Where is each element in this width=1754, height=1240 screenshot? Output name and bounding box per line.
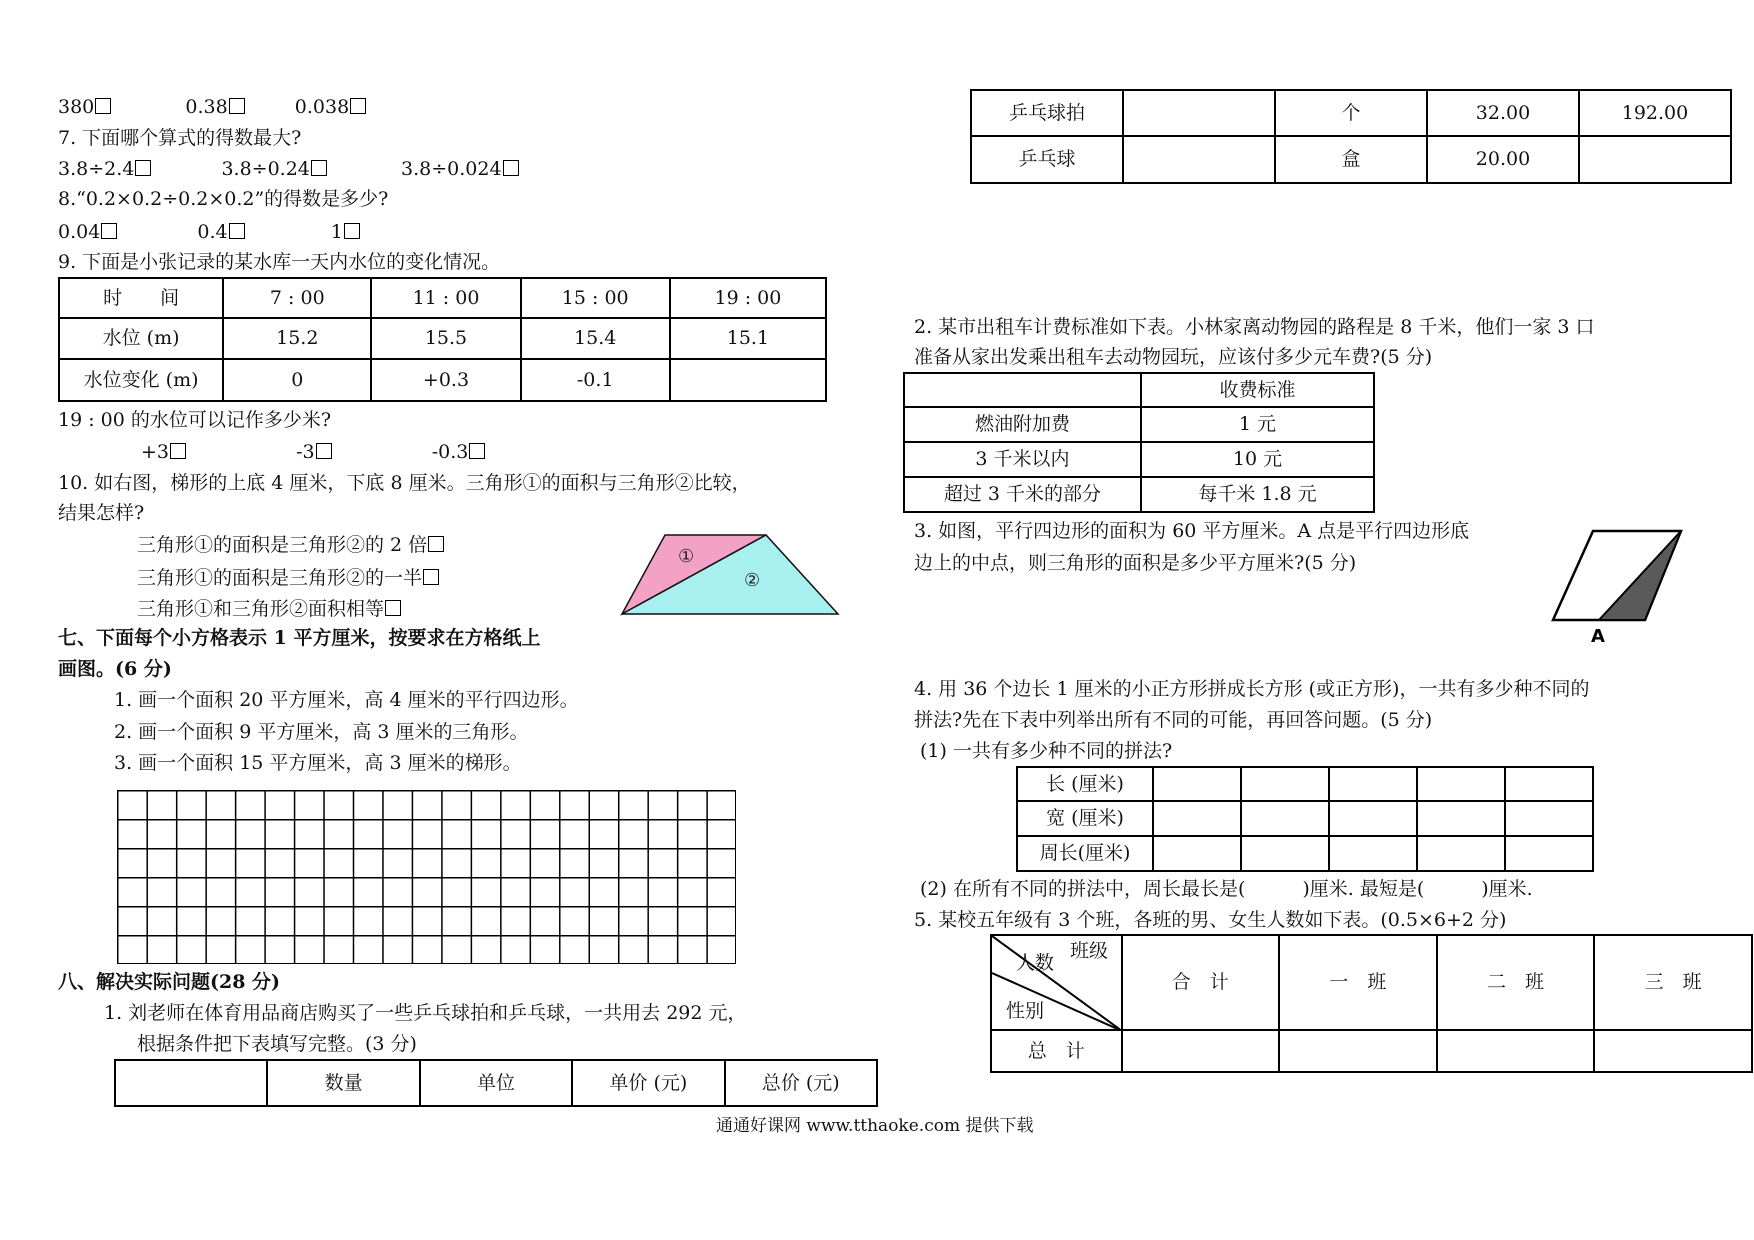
table-cell: 11 : 00: [371, 278, 520, 318]
table-cell: 192.00: [1579, 90, 1731, 136]
answer-cell[interactable]: [1579, 136, 1731, 183]
diag-label-gender: 性别: [1006, 1000, 1045, 1022]
table-cell: 15.5: [371, 318, 520, 359]
table-cell: 三 班: [1594, 935, 1752, 1030]
table-cell: 每千米 1.8 元: [1141, 477, 1374, 512]
p1-header-table: [114, 1059, 878, 1107]
diag-label-count: 人数: [1016, 952, 1055, 974]
point-a-label: A: [1591, 626, 1605, 646]
grid-paper[interactable]: [117, 790, 736, 964]
answer-cell[interactable]: [1505, 767, 1593, 801]
q9-question: 19 : 00 的水位可以记作多少米?: [58, 409, 332, 431]
answer-cell[interactable]: [1241, 801, 1329, 836]
p2-line2: 准备从家出发乘出租车去动物园玩，应该付多少元车费?(5 分): [914, 346, 1433, 368]
q10-option-3: 三角形①和三角形②面积相等: [137, 600, 401, 619]
answer-checkbox[interactable]: [101, 223, 117, 239]
sec7-item: 2. 画一个面积 9 平方厘米，高 3 厘米的三角形。: [114, 721, 529, 743]
rectangle-table: [1016, 766, 1594, 872]
p1-line2: 根据条件把下表填写完整。(3 分): [137, 1033, 417, 1055]
answer-checkbox[interactable]: [428, 536, 444, 552]
answer-cell[interactable]: [1153, 767, 1241, 801]
answer-cell[interactable]: [1241, 836, 1329, 871]
q10-option-1: 三角形①的面积是三角形②的 2 倍: [137, 536, 444, 555]
q10-line1: 10. 如右图，梯形的上底 4 厘米，下底 8 厘米。三角形①的面积与三角形②比较，: [58, 472, 751, 494]
diagonal-header-cell: [991, 935, 1122, 1030]
option-text: 0.38: [185, 96, 228, 118]
answer-cell[interactable]: [1417, 767, 1505, 801]
answer-checkbox[interactable]: [344, 223, 360, 239]
p4-sub1: (1) 一共有多少种不同的拼法?: [920, 740, 1173, 762]
q10-line2: 结果怎样?: [58, 502, 145, 524]
p4-line1: 4. 用 36 个边长 1 厘米的小正方形拼成长方形 (或正方形)，一共有多少种不同的: [914, 678, 1590, 700]
table-cell: 超过 3 千米的部分: [904, 477, 1141, 512]
option-text: 3.8÷0.024: [401, 158, 502, 180]
table-cell: 周长(厘米): [1017, 836, 1153, 871]
table-cell: 0: [223, 359, 371, 401]
answer-cell[interactable]: [1329, 801, 1417, 836]
table-cell: +0.3: [371, 359, 520, 401]
answer-checkbox[interactable]: [469, 443, 485, 459]
p4-sub2: (2) 在所有不同的拼法中，周长最长是( )厘米. 最短是( )厘米.: [920, 878, 1533, 900]
answer-cell[interactable]: [1123, 136, 1275, 183]
answer-checkbox[interactable]: [350, 98, 366, 114]
answer-cell[interactable]: [1505, 801, 1593, 836]
table-cell: 合 计: [1122, 935, 1280, 1030]
table-cell: 15.2: [223, 318, 371, 359]
answer-cell[interactable]: [670, 359, 826, 401]
q7-title: 7. 下面哪个算式的得数最大?: [58, 127, 302, 149]
p3-line1: 3. 如图，平行四边形的面积为 60 平方厘米。A 点是平行四边形底: [914, 520, 1470, 542]
option-text: 3.8÷0.24: [221, 158, 310, 180]
answer-cell[interactable]: [1505, 836, 1593, 871]
table-cell: 水位 (m): [59, 318, 223, 359]
table-cell: 总价 (元): [725, 1060, 877, 1106]
table-cell: 宽 (厘米): [1017, 801, 1153, 836]
answer-cell[interactable]: [1122, 1030, 1280, 1072]
answer-cell[interactable]: [1417, 801, 1505, 836]
trapezoid-figure: [620, 532, 842, 616]
section-7-title-line2: 画图。(6 分): [58, 658, 172, 680]
option-text: 0.4: [197, 221, 228, 243]
answer-cell[interactable]: [1123, 90, 1275, 136]
answer-checkbox[interactable]: [170, 443, 186, 459]
answer-checkbox[interactable]: [385, 600, 401, 616]
answer-checkbox[interactable]: [311, 160, 327, 176]
answer-cell[interactable]: [1241, 767, 1329, 801]
table-cell: 3 千米以内: [904, 442, 1141, 477]
answer-cell[interactable]: [1329, 767, 1417, 801]
sec7-item: 3. 画一个面积 15 平方厘米，高 3 厘米的梯形。: [114, 752, 522, 774]
q8-title: 8.“0.2×0.2÷0.2×0.2”的得数是多少?: [58, 188, 389, 210]
table-cell: 时 间: [59, 278, 223, 318]
table-cell: 盒: [1275, 136, 1427, 183]
p3-line2: 边上的中点，则三角形的面积是多少平方厘米?(5 分): [914, 552, 1357, 574]
q8-options: [58, 223, 360, 242]
option-text: 1: [330, 221, 343, 243]
answer-cell[interactable]: [1417, 836, 1505, 871]
table-cell: 乒乓球: [971, 136, 1123, 183]
sec7-item: 1. 画一个面积 20 平方厘米，高 4 厘米的平行四边形。: [114, 689, 579, 711]
diag-label-class: 班级: [1070, 940, 1109, 962]
answer-checkbox[interactable]: [135, 160, 151, 176]
p4-line2: 拼法?先在下表中列举出所有不同的可能，再回答问题。(5 分): [914, 709, 1433, 731]
table-cell: 20.00: [1427, 136, 1579, 183]
table-cell: 总 计: [991, 1030, 1122, 1072]
water-level-table: [58, 277, 827, 402]
option-text: 380: [58, 96, 95, 118]
answer-checkbox[interactable]: [229, 223, 245, 239]
table-cell: 长 (厘米): [1017, 767, 1153, 801]
table-cell: 二 班: [1437, 935, 1595, 1030]
answer-checkbox[interactable]: [423, 569, 439, 585]
option-text: +3: [141, 441, 170, 463]
answer-cell[interactable]: [1437, 1030, 1595, 1072]
section-8-title: 八、解决实际问题(28 分): [58, 971, 281, 993]
table-cell: 一 班: [1279, 935, 1437, 1030]
p1-items-table: [970, 89, 1732, 184]
table-cell: 个: [1275, 90, 1427, 136]
q6-options: [58, 98, 366, 117]
table-cell: 32.00: [1427, 90, 1579, 136]
answer-cell[interactable]: [1153, 801, 1241, 836]
table-cell: [904, 373, 1141, 407]
table-cell: -0.1: [521, 359, 670, 401]
option-text: 0.038: [294, 96, 350, 118]
q9-title: 9. 下面是小张记录的某水库一天内水位的变化情况。: [58, 251, 501, 273]
table-cell: 水位变化 (m): [59, 359, 223, 401]
answer-cell[interactable]: [1329, 836, 1417, 871]
triangle-1-label: ①: [678, 546, 695, 567]
table-cell: 15.1: [670, 318, 826, 359]
page-footer: 通通好课网 www.tthaoke.com 提供下载: [716, 1116, 1034, 1136]
q9-options: [141, 443, 485, 462]
option-text: 0.04: [58, 221, 101, 243]
triangle-2-label: ②: [744, 570, 761, 591]
answer-checkbox[interactable]: [229, 98, 245, 114]
p5-line: 5. 某校五年级有 3 个班，各班的男、女生人数如下表。(0.5×6+2 分): [914, 909, 1507, 931]
table-cell: 10 元: [1141, 442, 1374, 477]
answer-cell[interactable]: [1594, 1030, 1752, 1072]
table-cell: 7 : 00: [223, 278, 371, 318]
answer-checkbox[interactable]: [503, 160, 519, 176]
answer-checkbox[interactable]: [316, 443, 332, 459]
answer-checkbox[interactable]: [95, 98, 111, 114]
table-cell: 15 : 00: [521, 278, 670, 318]
table-cell: 单位: [420, 1060, 572, 1106]
q10-option-2: 三角形①的面积是三角形②的一半: [137, 569, 439, 588]
table-cell: 19 : 00: [670, 278, 826, 318]
option-text: 3.8÷2.4: [58, 158, 135, 180]
p2-line1: 2. 某市出租车计费标准如下表。小林家离动物园的路程是 8 千米，他们一家 3 口: [914, 316, 1595, 338]
option-text: -0.3: [431, 441, 469, 463]
answer-cell[interactable]: [1153, 836, 1241, 871]
taxi-fare-table: [903, 372, 1375, 513]
table-cell: 乒乓球拍: [971, 90, 1123, 136]
parallelogram-figure: [1550, 528, 1686, 646]
table-cell: 单价 (元): [572, 1060, 724, 1106]
p1-line1: 1. 刘老师在体育用品商店购买了一些乒乓球拍和乒乓球，一共用去 292 元，: [104, 1002, 747, 1024]
class-size-table: [990, 934, 1753, 1073]
table-cell: 收费标准: [1141, 373, 1374, 407]
table-cell: 数量: [267, 1060, 419, 1106]
table-cell: 1 元: [1141, 407, 1374, 442]
section-7-title-line1: 七、下面每个小方格表示 1 平方厘米，按要求在方格纸上: [58, 627, 541, 649]
answer-cell[interactable]: [1279, 1030, 1437, 1072]
option-text: -3: [296, 441, 315, 463]
table-cell: 15.4: [521, 318, 670, 359]
table-cell: [115, 1060, 267, 1106]
q7-options: [58, 160, 519, 179]
table-cell: 燃油附加费: [904, 407, 1141, 442]
